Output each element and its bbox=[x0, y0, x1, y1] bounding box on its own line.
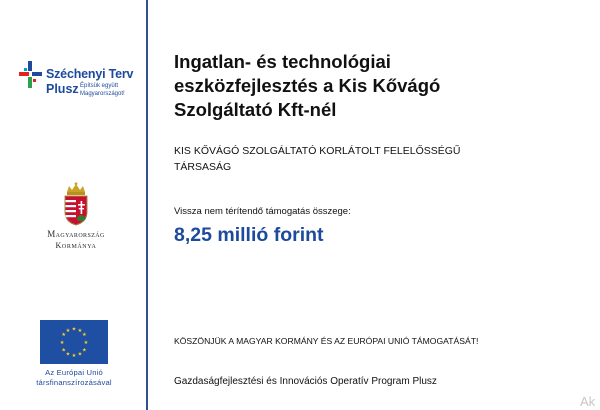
svg-text:★: ★ bbox=[77, 351, 83, 358]
svg-text:★: ★ bbox=[61, 347, 67, 354]
szechenyi-tagline-2: Magyarországot! bbox=[80, 90, 125, 97]
svg-text:★: ★ bbox=[77, 328, 83, 334]
szechenyi-title: Széchenyi Terv bbox=[46, 67, 134, 81]
government-name bbox=[26, 229, 126, 251]
svg-text:★: ★ bbox=[61, 332, 67, 339]
eu-caption-2: társfinanszírozásával bbox=[36, 378, 112, 387]
svg-text:★: ★ bbox=[65, 351, 71, 358]
szechenyi-tagline-1: Építsük együtt bbox=[80, 83, 119, 89]
svg-text:★: ★ bbox=[83, 339, 89, 346]
szechenyi-cross-icon bbox=[18, 60, 44, 92]
eu-flag-icon bbox=[40, 320, 108, 364]
government-name-1: Magyarország bbox=[47, 229, 105, 239]
beneficiary-company bbox=[174, 143, 574, 175]
vertical-divider bbox=[146, 0, 148, 410]
eu-caption bbox=[24, 368, 124, 388]
szechenyi-terv-logo bbox=[18, 60, 138, 110]
government-logo bbox=[26, 182, 126, 262]
support-amount: 8,25 millió forint bbox=[174, 224, 324, 246]
eu-caption-1: Az Európai Unió bbox=[45, 368, 103, 377]
svg-text:★: ★ bbox=[81, 332, 87, 339]
thanks-text: KÖSZÖNJÜK A MAGYAR KORMÁNY ÉS AZ EURÓPAI UNIÓ TÁMOGATÁSÁT! bbox=[174, 336, 479, 346]
project-title-line-3: Szolgáltató Kft-nél bbox=[174, 99, 337, 120]
project-title-line-1: Ingatlan- és technológiai bbox=[174, 51, 391, 72]
program-name: Gazdaságfejlesztési és Innovációs Operatív Program Plusz bbox=[174, 376, 437, 387]
svg-text:★: ★ bbox=[65, 328, 71, 334]
project-title-line-2: eszközfejlesztés a Kis Kővágó bbox=[174, 75, 441, 96]
project-title bbox=[174, 50, 574, 122]
svg-text:★: ★ bbox=[81, 347, 87, 354]
company-line-2: TÁRSASÁG bbox=[174, 161, 232, 173]
watermark: Ak bbox=[580, 394, 596, 409]
hungarian-coat-of-arms-icon bbox=[61, 182, 91, 226]
support-label: Vissza nem térítendő támogatás összege: bbox=[174, 206, 351, 217]
svg-text:★: ★ bbox=[71, 353, 77, 359]
company-line-1: KIS KŐVÁGÓ SZOLGÁLTATÓ KORLÁTOLT FELELŐSSÉGŰ bbox=[174, 145, 461, 157]
szechenyi-tagline bbox=[80, 83, 142, 98]
eu-logo bbox=[36, 320, 112, 387]
szechenyi-plus: Plusz bbox=[46, 82, 79, 96]
svg-text:★: ★ bbox=[59, 339, 65, 346]
government-name-2: Kormánya bbox=[55, 241, 97, 250]
svg-text:★: ★ bbox=[71, 326, 77, 333]
